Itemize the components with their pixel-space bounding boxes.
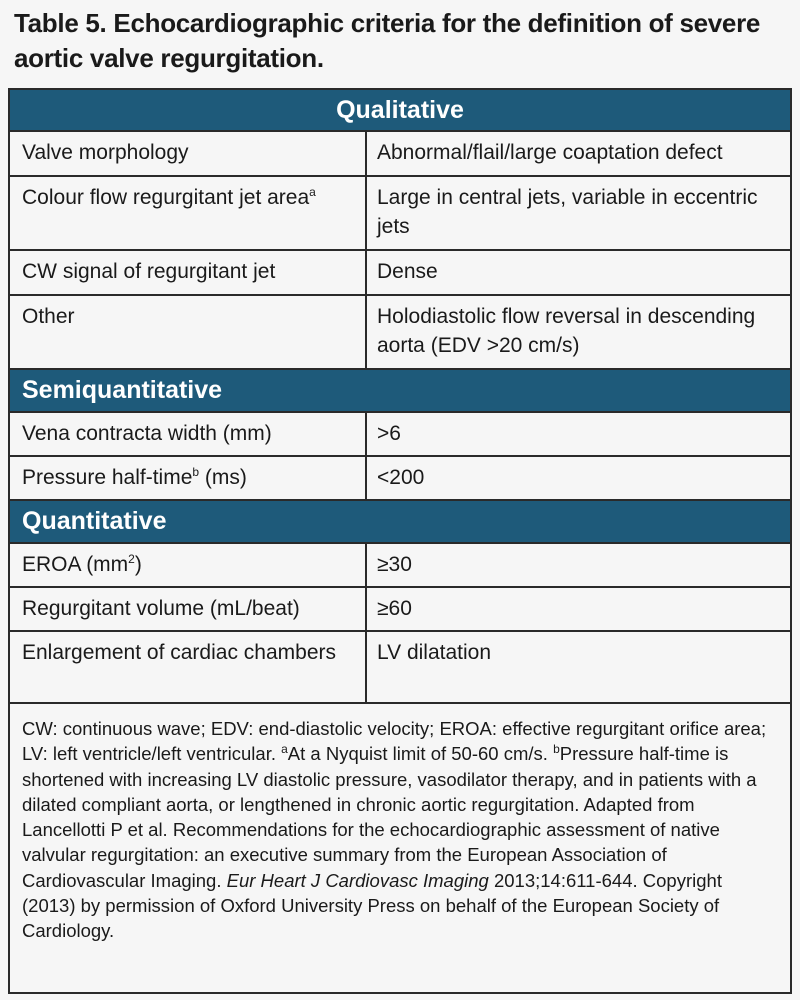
table-row bbox=[10, 177, 790, 251]
table-row bbox=[10, 251, 790, 296]
value-cell: >6 bbox=[377, 422, 401, 445]
criterion-cell: CW signal of regurgitant jet bbox=[10, 251, 367, 294]
table-row bbox=[10, 132, 790, 177]
table-row bbox=[10, 457, 790, 501]
criteria-table bbox=[8, 88, 792, 994]
table-row bbox=[10, 544, 790, 588]
criterion-cell: Valve morphology bbox=[10, 132, 367, 175]
criterion-cell: Vena contracta width (mm) bbox=[10, 413, 367, 455]
footnote-marker: b bbox=[192, 465, 200, 479]
value-cell: ≥60 bbox=[377, 597, 412, 620]
journal-name: Eur Heart J Cardiovasc Imaging bbox=[226, 869, 489, 891]
value-cell: Dense bbox=[377, 260, 438, 283]
section-header-semiquantitative bbox=[10, 370, 790, 413]
value-cell: ≥30 bbox=[377, 553, 412, 576]
section-header-qualitative bbox=[10, 90, 790, 132]
table-row bbox=[10, 632, 790, 704]
section-header-quantitative bbox=[10, 501, 790, 544]
table-row bbox=[10, 413, 790, 457]
value-cell: Large in central jets, variable in eccentric jets bbox=[377, 186, 758, 238]
criterion-cell: Enlargement of cardiac chambers bbox=[10, 632, 367, 702]
footnote-marker: a bbox=[281, 742, 288, 757]
table-footnote: CW: continuous wave; EDV: end-diastolic velocity; EROA: effective regurgitant orifice area; LV: left ventricle/left ventricular. $^a$At a Nyquist limit of 50-60 cm/s. $^b$Pressure half-time is shortened with increasing LV diastolic pressure, vasodilator therapy, and in patients with a dilated compliant aorta, or lengthened in chronic aortic regurgitation. Adapted from Lancellotti P et al. Recommendations for the echocardiographic assessment of native valvular regurgitation: an executive summary from the European Association of Cardiovascular Imaging. Eur Heart J Cardiovasc Imaging 2013;14:611-644. Copyright (2013) by permission of Oxford University Press on behalf of the European Society of Cardiology. bbox=[22, 718, 767, 942]
section-label: Qualitative bbox=[336, 95, 464, 124]
criterion-cell: EROA $(mm^2)$ bbox=[10, 544, 367, 586]
value-cell: Abnormal/flail/large coaptation defect bbox=[377, 141, 723, 164]
section-label: Quantitative bbox=[22, 507, 167, 535]
table-row bbox=[10, 296, 790, 370]
footnote-marker: a bbox=[309, 185, 316, 199]
table-title: Table 5. Echocardiographic criteria for the definition of severe aortic valve regurgitation. bbox=[14, 8, 761, 73]
table-row bbox=[10, 588, 790, 632]
criterion-cell: Colour flow regurgitant jet area$^a$ bbox=[10, 177, 367, 249]
criterion-cell: Regurgitant volume (mL/beat) bbox=[10, 588, 367, 630]
criterion-cell: Other bbox=[10, 296, 367, 368]
superscript: 2 bbox=[128, 552, 135, 566]
value-cell: <200 bbox=[377, 466, 425, 489]
footnote-marker: b bbox=[553, 742, 560, 757]
criterion-cell: Pressure half-time$^b$ (ms) bbox=[10, 457, 367, 499]
value-cell: LV dilatation bbox=[377, 641, 492, 664]
section-label: Semiquantitative bbox=[22, 376, 223, 404]
value-cell: Holodiastolic flow reversal in descending aorta (EDV >20 cm/s) bbox=[377, 305, 756, 357]
